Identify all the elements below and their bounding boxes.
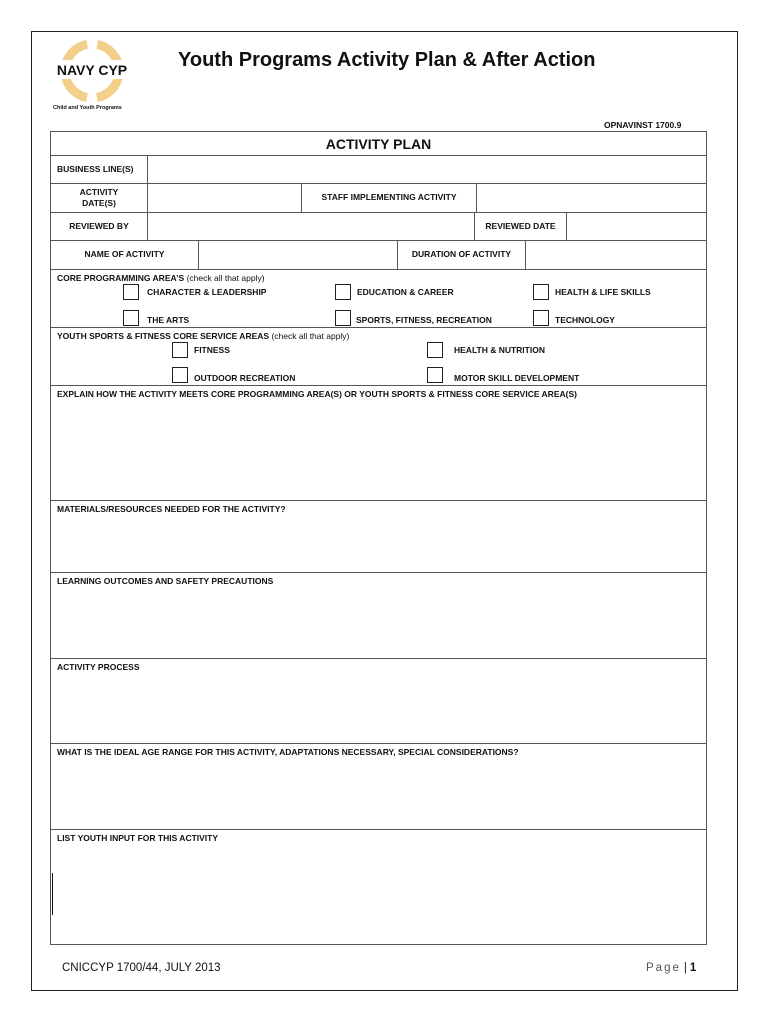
reviewed-date-field[interactable] (566, 212, 707, 241)
name-of-activity-field[interactable] (198, 240, 398, 270)
text-cursor (52, 873, 53, 915)
option-outdoor-recreation: OUTDOOR RECREATION (194, 373, 296, 383)
core-programming-section (50, 269, 707, 328)
explain-label: EXPLAIN HOW THE ACTIVITY MEETS CORE PROGRAMMING AREA(S) OR YOUTH SPORTS & FITNESS CORE SERVICE AREA(S) (57, 389, 577, 399)
option-the-arts: THE ARTS (147, 315, 190, 325)
checkbox-fitness[interactable] (172, 342, 188, 358)
option-motor-skill-development: MOTOR SKILL DEVELOPMENT (454, 373, 580, 383)
materials-label: MATERIALS/RESOURCES NEEDED FOR THE ACTIVITY? (57, 504, 286, 514)
staff-implementing-field[interactable] (476, 183, 707, 213)
youth-input-textarea[interactable] (50, 829, 707, 945)
form-id: CNICCYP 1700/44, JULY 2013 (62, 962, 221, 974)
business-line-label: BUSINESS LINE(S) (50, 155, 148, 184)
option-education-career: EDUCATION & CAREER (357, 287, 454, 297)
checkbox-the-arts[interactable] (123, 310, 139, 326)
page-separator: | (683, 962, 687, 974)
svg-text:NAVY CYP: NAVY CYP (56, 62, 128, 78)
core-programming-heading (57, 273, 265, 283)
section-title: ACTIVITY PLAN (50, 131, 707, 156)
learning-textarea[interactable] (50, 572, 707, 659)
activity-plan-form (50, 131, 707, 945)
youth-sports-section (50, 327, 707, 386)
instruction-reference: OPNAVINST 1700.9 (604, 120, 682, 130)
age-range-label: WHAT IS THE IDEAL AGE RANGE FOR THIS ACTIVITY, ADAPTATIONS NECESSARY, SPECIAL CONSIDERATIONS? (57, 747, 519, 757)
core-programming-hint: (check all that apply) (186, 273, 265, 283)
youth-sports-hint: (check all that apply) (271, 331, 350, 341)
checkbox-education-career[interactable] (335, 284, 351, 300)
checkbox-outdoor-recreation[interactable] (172, 367, 188, 383)
checkbox-motor-skill-development[interactable] (427, 367, 443, 383)
option-health-life-skills: HEALTH & LIFE SKILLS (555, 287, 651, 297)
page-label: Page (646, 962, 681, 974)
reviewed-date-label: REVIEWED DATE (474, 212, 567, 241)
materials-textarea[interactable] (50, 500, 707, 573)
process-textarea[interactable] (50, 658, 707, 744)
core-programming-label: CORE PROGRAMMING AREA’S (57, 273, 185, 283)
checkbox-health-life-skills[interactable] (533, 284, 549, 300)
page-indicator (646, 962, 696, 974)
logo-subtitle: Child and Youth Programs (53, 105, 122, 111)
explain-textarea[interactable] (50, 385, 707, 501)
duration-label: DURATION OF ACTIVITY (397, 240, 526, 270)
option-health-nutrition: HEALTH & NUTRITION (454, 345, 545, 355)
duration-field[interactable] (525, 240, 707, 270)
page-number: 1 (689, 962, 697, 974)
reviewed-by-label: REVIEWED BY (50, 212, 148, 241)
navy-cyp-logo (52, 40, 132, 102)
activity-dates-field[interactable] (147, 183, 302, 213)
business-line-field[interactable] (147, 155, 707, 184)
checkbox-technology[interactable] (533, 310, 549, 326)
process-label: ACTIVITY PROCESS (57, 662, 140, 672)
youth-input-label: LIST YOUTH INPUT FOR THIS ACTIVITY (57, 833, 219, 843)
youth-sports-heading (57, 331, 349, 341)
staff-implementing-label: STAFF IMPLEMENTING ACTIVITY (301, 183, 477, 213)
youth-sports-label: YOUTH SPORTS & FITNESS CORE SERVICE AREAS (57, 331, 270, 341)
checkbox-sports-fitness-recreation[interactable] (335, 310, 351, 326)
checkbox-character-leadership[interactable] (123, 284, 139, 300)
learning-label: LEARNING OUTCOMES AND SAFETY PRECAUTIONS (57, 576, 274, 586)
option-character-leadership: CHARACTER & LEADERSHIP (147, 287, 267, 297)
reviewed-by-field[interactable] (147, 212, 475, 241)
name-of-activity-label: NAME OF ACTIVITY (50, 240, 199, 270)
age-range-textarea[interactable] (50, 743, 707, 830)
activity-dates-label: ACTIVITY DATE(S) (50, 183, 148, 213)
option-sports-fitness-recreation: SPORTS, FITNESS, RECREATION (356, 315, 492, 325)
page-title: Youth Programs Activity Plan & After Action (178, 49, 596, 71)
option-technology: TECHNOLOGY (555, 315, 615, 325)
checkbox-health-nutrition[interactable] (427, 342, 443, 358)
option-fitness: FITNESS (194, 345, 230, 355)
